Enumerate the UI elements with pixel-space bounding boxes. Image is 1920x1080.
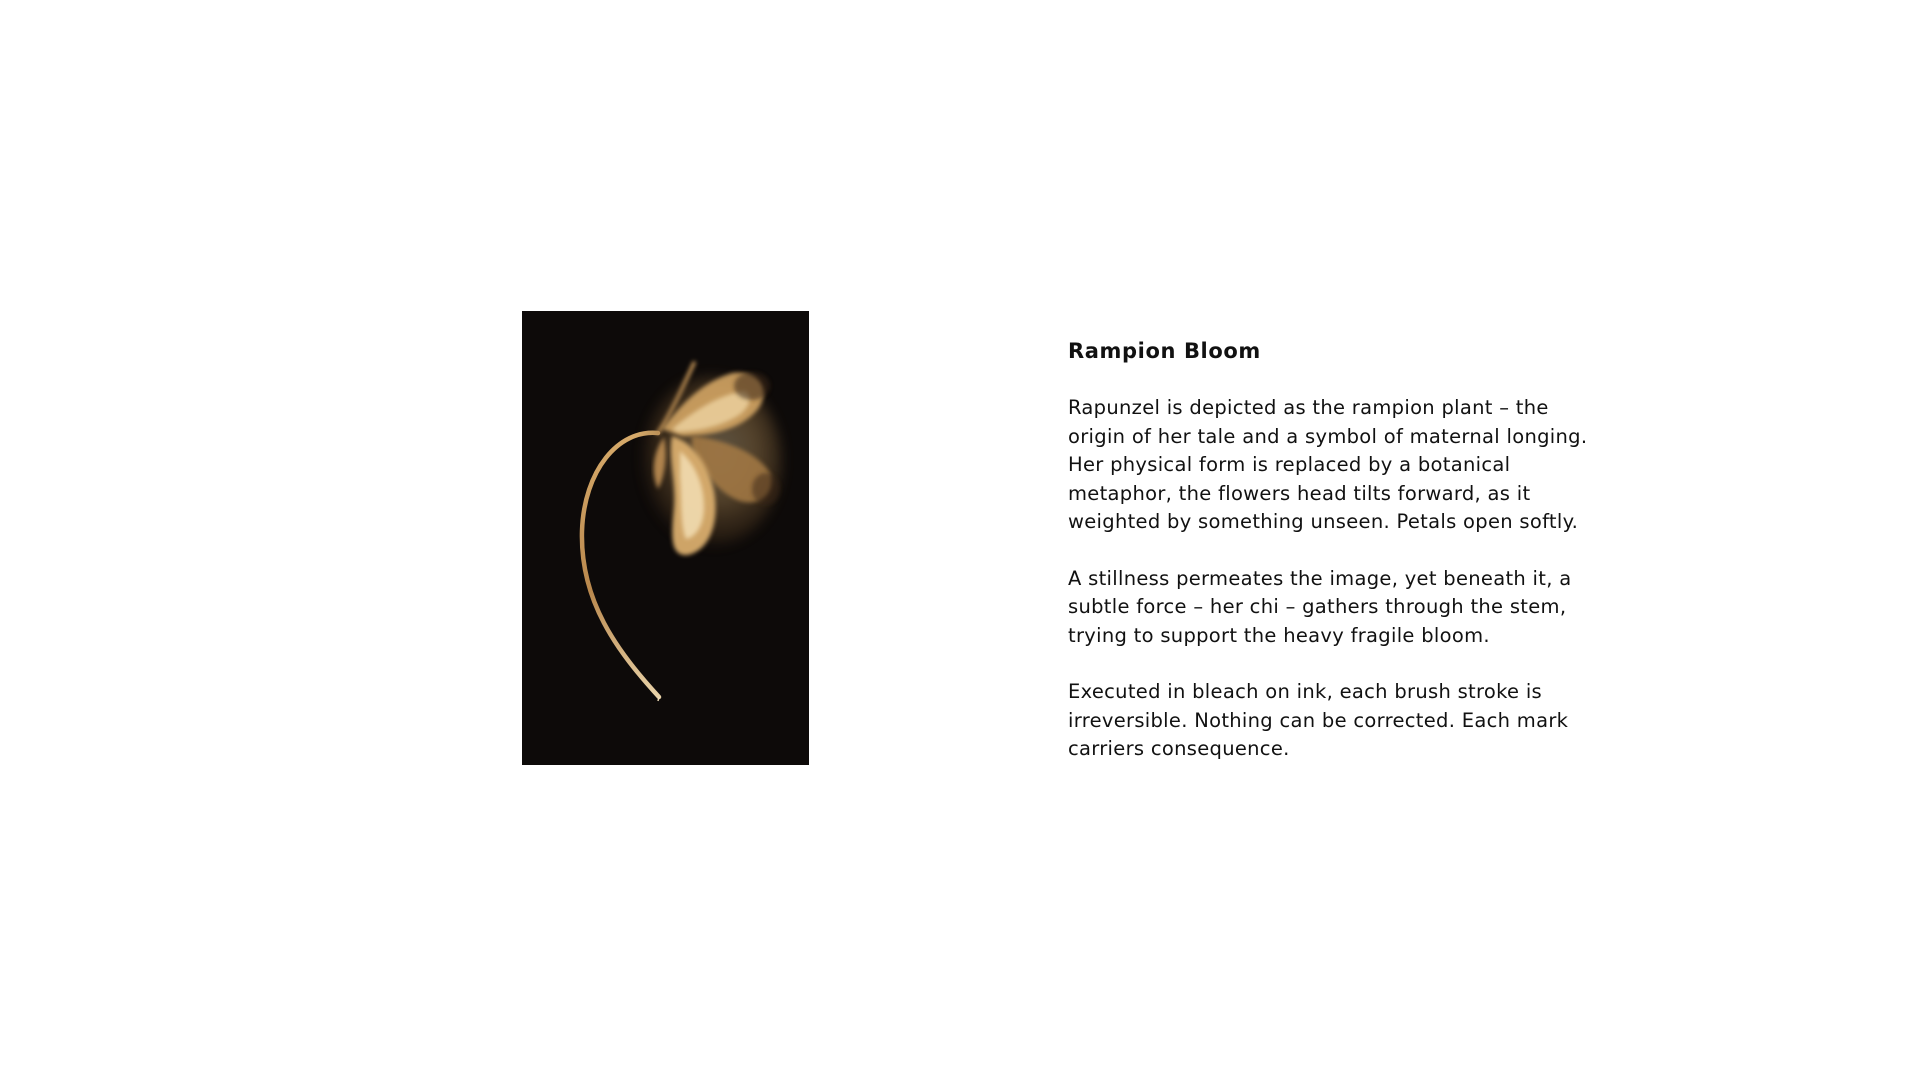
- rampion-artwork-image: [522, 311, 809, 765]
- artwork-title: Rampion Bloom: [1068, 339, 1261, 363]
- flower-illustration: [522, 311, 809, 765]
- description-text-block: [1068, 338, 1688, 792]
- description-paragraph-3: Executed in bleach on ink, each brush stroke is irreversible. Nothing can be corrected. Each mark carriers consequence.: [1068, 680, 1569, 761]
- description-paragraph-2: A stillness permeates the image, yet beneath it, a subtle force – her chi – gathers through the stem, trying to support the heavy fragile bloom.: [1068, 566, 1572, 647]
- description-paragraph-1: Rapunzel is depicted as the rampion plant – the origin of her tale and a symbol of maternal longing. Her physical form is replaced by a botanical metaphor, the flowers head tilts forward, as it weighted by something unseen. Petals open softly.: [1068, 396, 1588, 534]
